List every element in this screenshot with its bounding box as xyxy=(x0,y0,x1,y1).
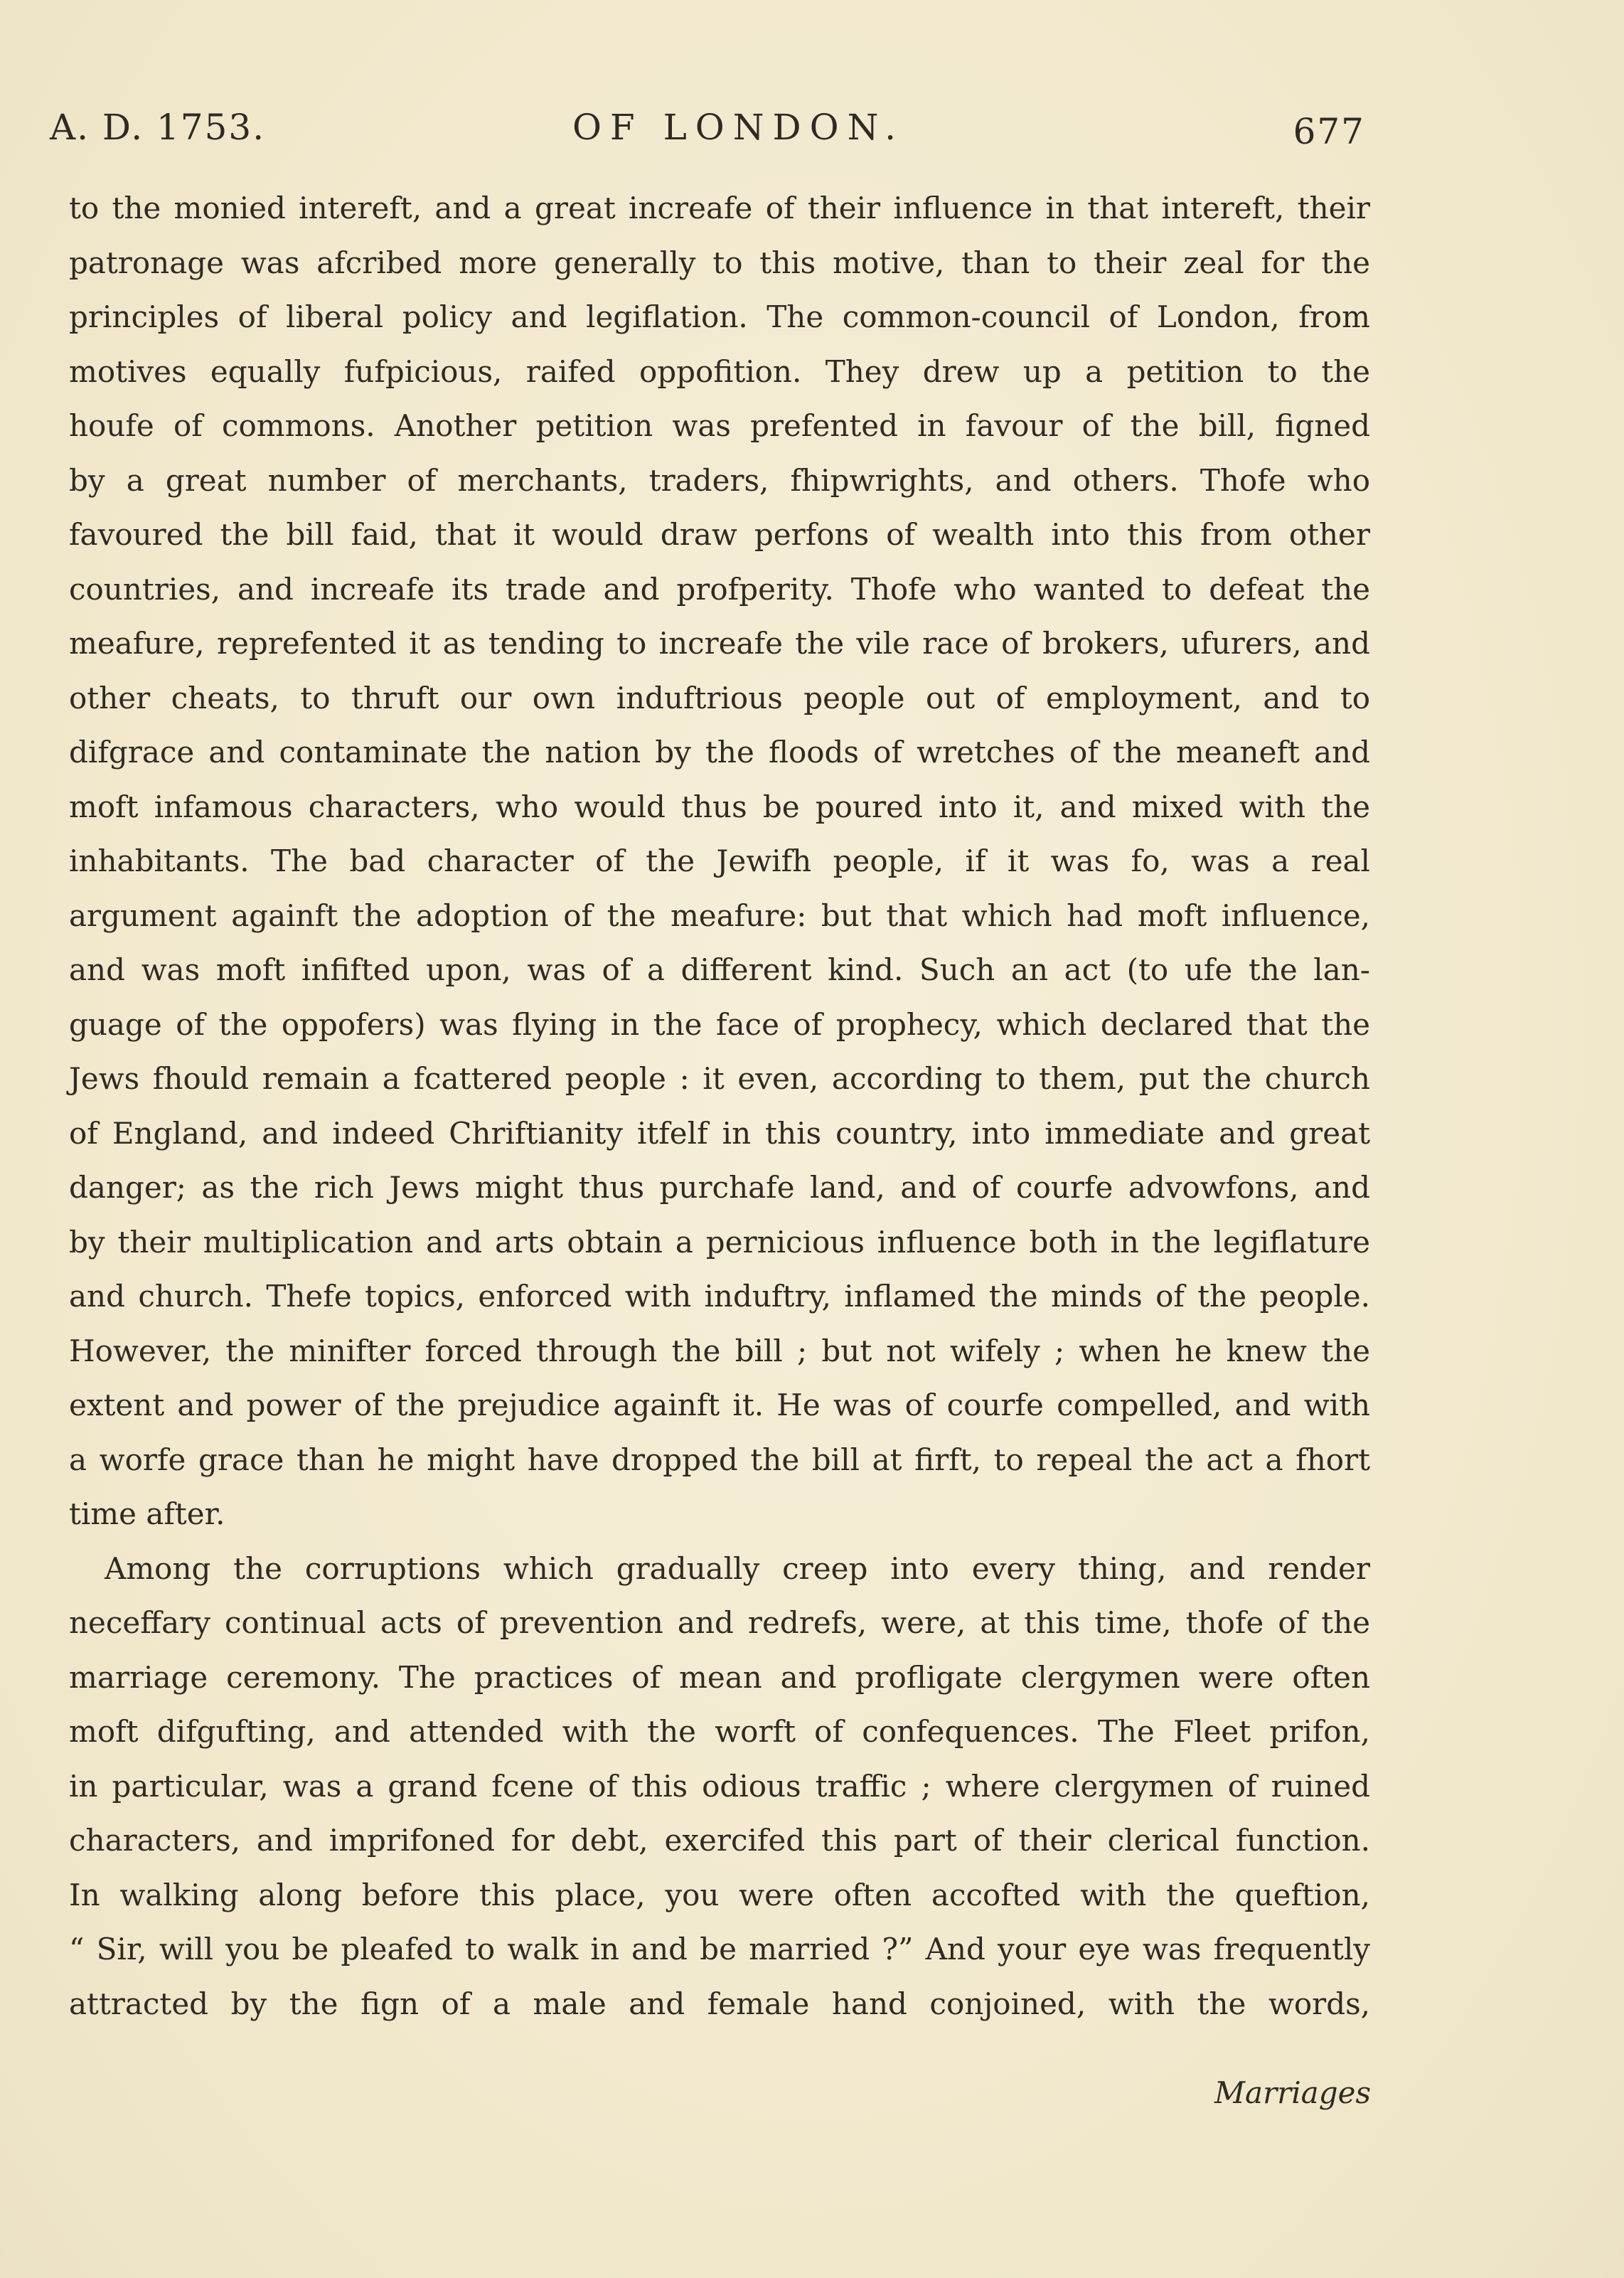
text-line: principles of liberal policy and legiflation. The common-council of London, from xyxy=(69,299,1370,334)
text-line: other cheats, to thruft our own induftrious people out of employment, and to xyxy=(69,680,1370,715)
text-line: moft difgufting, and attended with the worft of confequences. The Fleet prifon, xyxy=(69,1714,1370,1749)
text-line: However, the minifter forced through the bill ; but not wifely ; when he knew the xyxy=(69,1333,1370,1368)
text-line: danger; as the rich Jews might thus purchafe land, and of courfe advowfons, and xyxy=(69,1170,1370,1205)
text-line: difgrace and contaminate the nation by the floods of wretches of the meaneft and xyxy=(69,735,1370,770)
text-line: inhabitants. The bad character of the Jewifh people, if it was fo, was a real xyxy=(69,843,1370,878)
text-line: houfe of commons. Another petition was prefented in favour of the bill, figned xyxy=(69,408,1370,443)
text-line: to the monied intereft, and a great increafe of their influence in that intereft, their xyxy=(69,191,1370,225)
text-line: meafure, reprefented it as tending to increafe the vile race of brokers, ufurers, and xyxy=(69,626,1370,661)
body-text xyxy=(69,181,1370,2031)
catchword: Marriages xyxy=(1214,2075,1371,2110)
text-line: in particular, was a grand fcene of this odious traffic ; where clergymen of ruined xyxy=(69,1768,1370,1804)
text-line: a worfe grace than he might have dropped the bill at firft, to repeal the act a fhort xyxy=(69,1442,1370,1477)
text-line: and church. Thefe topics, enforced with induftry, inflamed the minds of the people. xyxy=(69,1279,1370,1314)
header-year: A. D. 1753. xyxy=(50,107,266,148)
header-title: OF LONDON. xyxy=(572,107,905,148)
text-line: time after. xyxy=(69,1496,225,1531)
text-line: Among the corruptions which gradually creep into every thing, and render xyxy=(105,1550,1370,1586)
text-line: attracted by the fign of a male and female hand conjoined, with the words, xyxy=(69,1986,1370,2021)
text-line: In walking along before this place, you were often accofted with the queftion, xyxy=(69,1877,1370,1912)
text-line: favoured the bill faid, that it would draw perfons of wealth into this from other xyxy=(69,517,1370,552)
text-line: moft infamous characters, who would thus be poured into it, and mixed with the xyxy=(69,789,1370,824)
text-line: guage of the oppofers) was flying in the face of prophecy, which declared that the xyxy=(69,1006,1370,1042)
text-line: “ Sir, will you be pleafed to walk in and be married ?” And your eye was frequently xyxy=(69,1932,1370,1966)
paragraph-1 xyxy=(69,181,1370,1542)
page-number: 677 xyxy=(1293,111,1365,152)
text-line: Jews fhould remain a fcattered people : it even, according to them, put the church xyxy=(69,1061,1370,1096)
text-line: and was moft infifted upon, was of a different kind. Such an act (to ufe the lan- xyxy=(69,952,1370,987)
text-line: patronage was afcribed more generally to this motive, than to their zeal for the xyxy=(69,245,1370,280)
running-header xyxy=(50,107,1365,156)
text-line: neceffary continual acts of prevention and redrefs, were, at this time, thofe of the xyxy=(69,1605,1370,1640)
text-line: marriage ceremony. The practices of mean and profligate clergymen were often xyxy=(69,1659,1370,1695)
text-line: of England, and indeed Chriftianity itfelf in this country, into immediate and great xyxy=(69,1115,1370,1151)
paragraph-2 xyxy=(69,1542,1370,2032)
text-line: characters, and imprifoned for debt, exercifed this part of their clerical function. xyxy=(69,1823,1370,1858)
text-line: argument againft the adoption of the meafure: but that which had moft influence, xyxy=(69,898,1370,933)
text-line: extent and power of the prejudice againft it. He was of courfe compelled, and with xyxy=(69,1388,1370,1422)
text-line: by their multiplication and arts obtain a pernicious influence both in the legiflature xyxy=(69,1224,1370,1260)
text-line: countries, and increafe its trade and profperity. Thofe who wanted to defeat the xyxy=(69,571,1370,607)
text-line: motives equally fufpicious, raifed oppofition. They drew up a petition to the xyxy=(69,353,1370,389)
text-line: by a great number of merchants, traders, fhipwrights, and others. Thofe who xyxy=(69,462,1370,498)
